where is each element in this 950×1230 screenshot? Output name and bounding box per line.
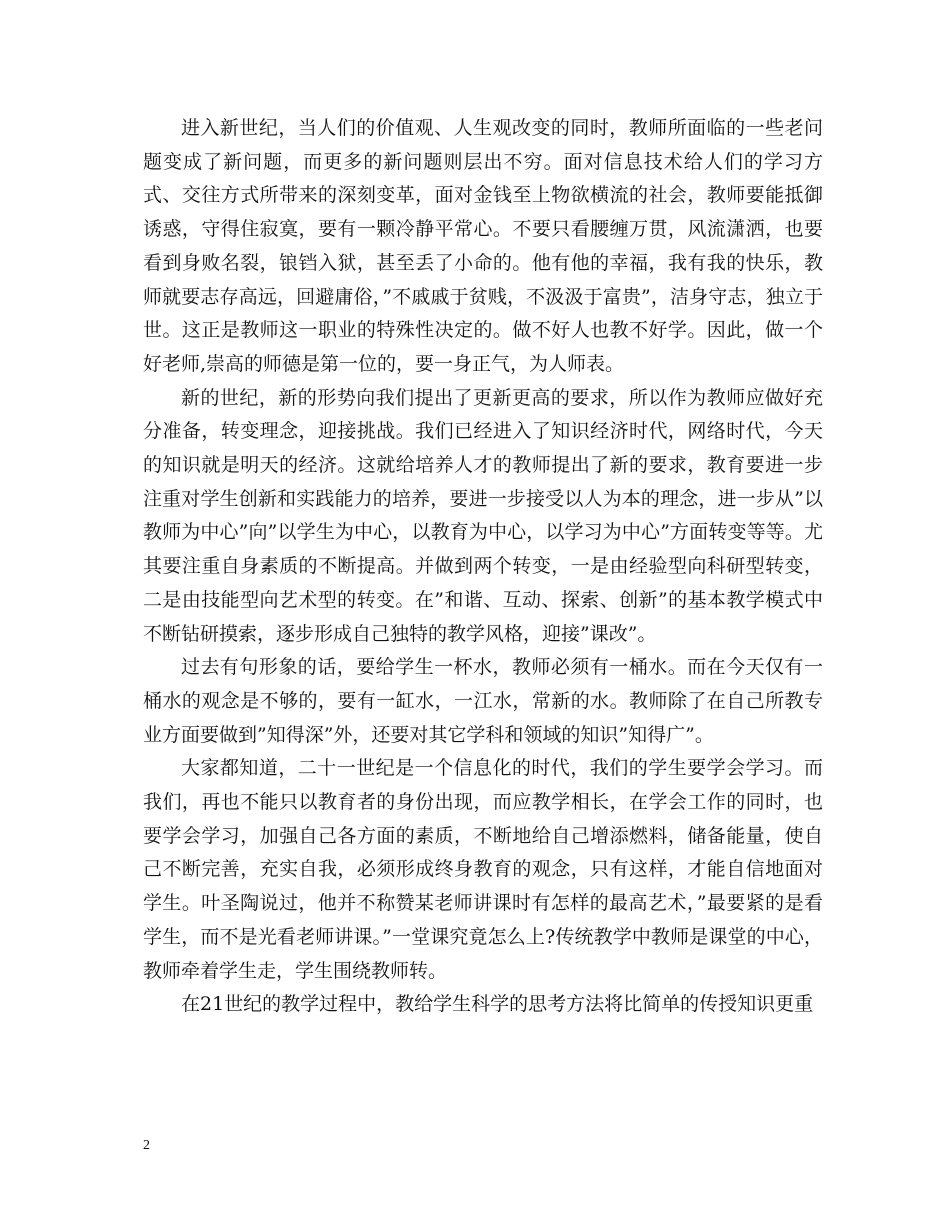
page-number: 2 <box>143 1138 150 1153</box>
paragraph-1: 进入新世纪，当人们的价值观、人生观改变的同时，教师所面临的一些老问题变成了新问题，而更多的新问题则层出不穷。面对信息技术给人们的学习方式、交往方式所带来的深刻变革，面对金钱至上物欲横流的社会，教师要能抵御诱惑，守得住寂寞，要有一颗冷静平常心。不要只看腰缠万贯，风流潇洒，也要看到身败名裂，锒铛入狱，甚至丢了小命的。他有他的幸福，我有我的快乐，教师就要志存高远，回避庸俗，”不戚戚于贫贱，不汲汲于富贵”，洁身守志，独立于世。这正是教师这一职业的特殊性决定的。做不好人也教不好学。因此，做一个好老师,崇高的师德是第一位的，要一身正气，为人师表。 <box>143 117 823 375</box>
paragraph-2: 新的世纪，新的形势向我们提出了更新更高的要求，所以作为教师应做好充分准备，转变理念，迎接挑战。我们已经进入了知识经济时代，网络时代，今天的知识就是明天的经济。这就给培养人才的教师提出了新的要求，教育要进一步注重对学生创新和实践能力的培养，要进一步接受以人为本的理念，进一步从”以教师为中心”向”以学生为中心，以教育为中心，以学习为中心”方面转变等等。尤其要注重自身素质的不断提高。并做到两个转变，一是由经验型向科研型转变，二是由技能型向艺术型的转变。在”和谐、互动、探索、创新”的基本教学模式中不断钻研摸索，逐步形成自己独特的教学风格，迎接”课改”。 <box>143 386 823 645</box>
body-text <box>143 112 823 1022</box>
paragraph-5: 在21世纪的教学过程中，教给学生科学的思考方法将比简单的传授知识更重 <box>181 993 814 1016</box>
paragraph-3: 过去有句形象的话，要给学生一杯水，教师必须有一桶水。而在今天仅有一桶水的观念是不够的，要有一缸水，一江水，常新的水。教师除了在自己所教专业方面要做到”知得深”外，还要对其它学科和领域的知识”知得广”。 <box>143 656 823 746</box>
paragraph-4: 大家都知道，二十一世纪是一个信息化的时代，我们的学生要学会学习。而我们，再也不能只以教育者的身份出现，而应教学相长，在学会工作的同时，也要学会学习，加强自己各方面的素质，不断地给自己增添燃料，储备能量，使自己不断完善，充实自我，必须形成终身教育的观念，只有这样，才能自信地面对学生。叶圣陶说过，他并不称赞某老师讲课时有怎样的最高艺术，”最要紧的是看学生，而不是光看老师讲课。”一堂课究竟怎么上?传统教学中教师是课堂的中心，教师牵着学生走，学生围绕教师转。 <box>143 757 823 982</box>
